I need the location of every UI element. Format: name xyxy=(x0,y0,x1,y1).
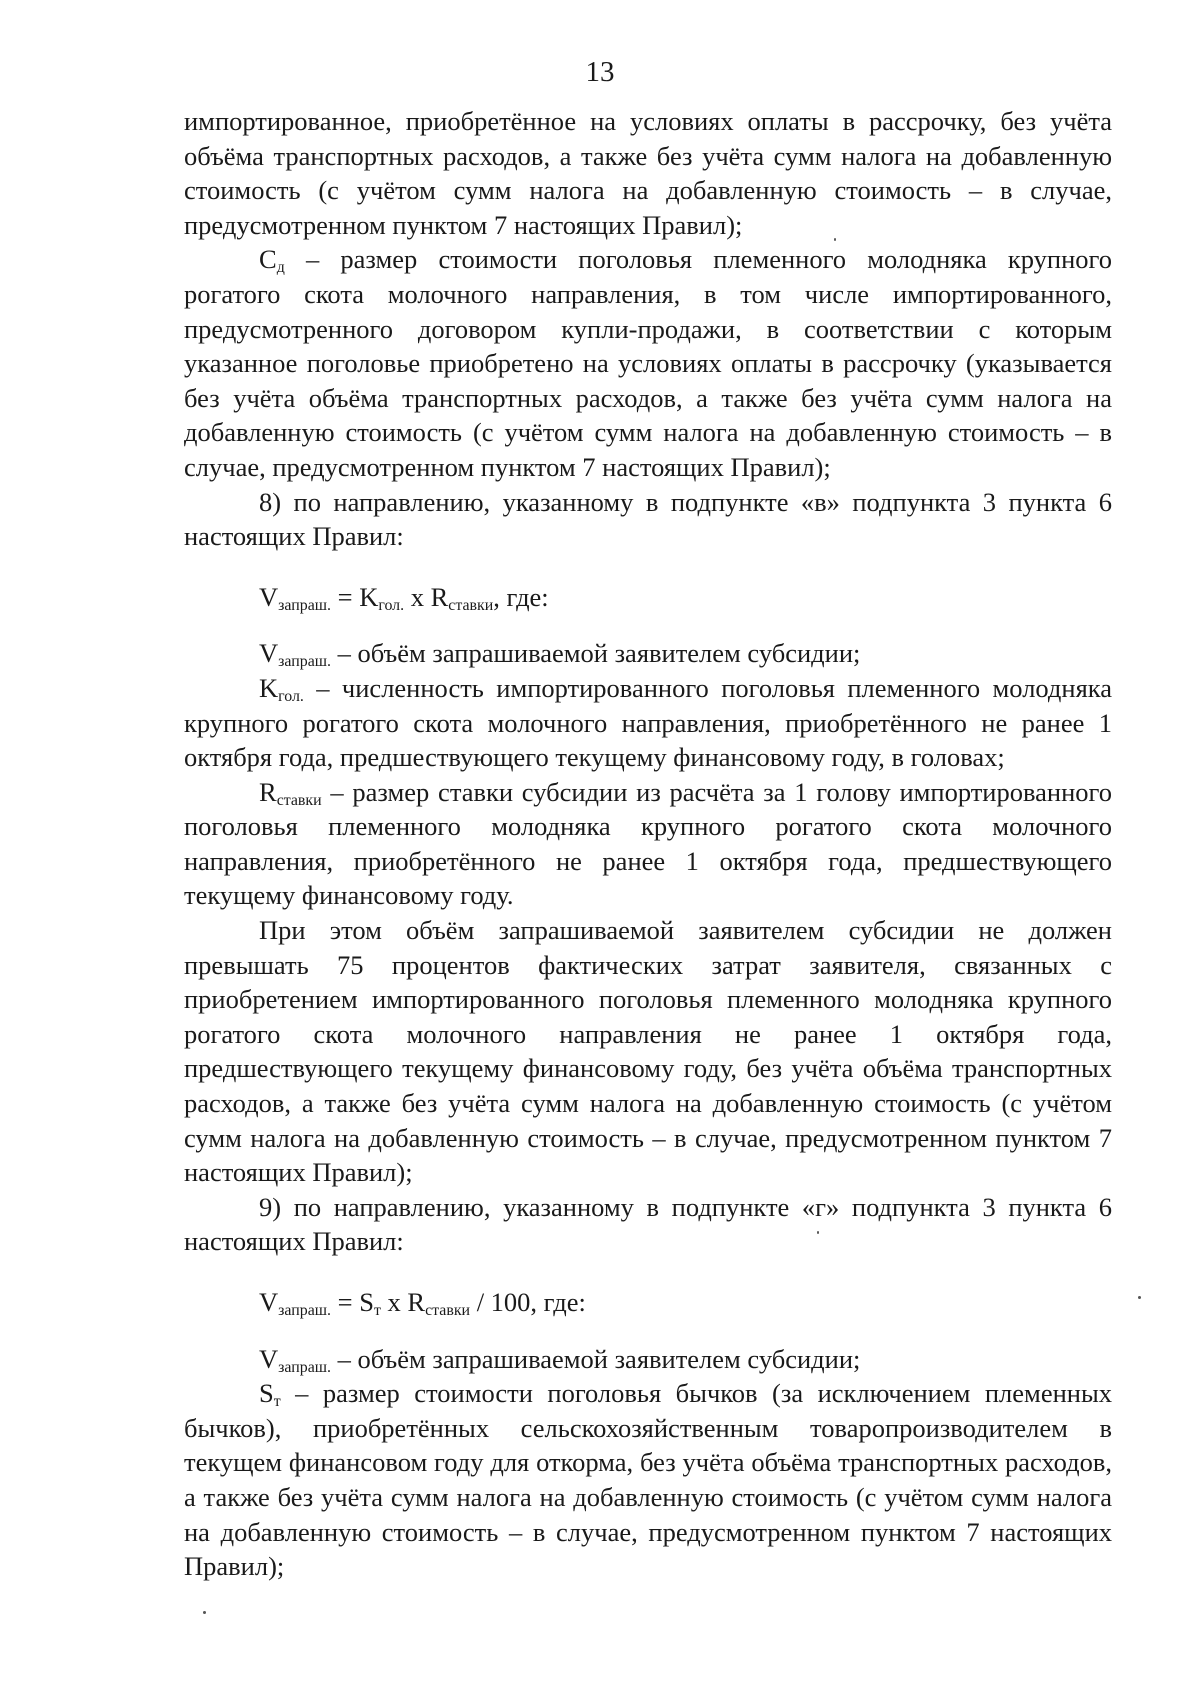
formula-s: S xyxy=(359,1287,374,1317)
paragraph-continuation: импортированное, приобретённое на условиях оплаты в рассрочку, без учёта объёма транспортных расходов, а также без учёта сумм налога на добавленную стоимость (с учётом сумм налога на добавленную стоимость – в случае, предусмотренном пунктом 7 настоящих Правил); xyxy=(184,106,1112,240)
scan-speck xyxy=(817,1231,819,1234)
formula-k: K xyxy=(359,581,379,612)
definition-text: – численность импортированного поголовья племенного молодняка крупного рогатого скота молочного направления, приобретённого не ранее 1 октября года, предшествующего текущему финансовому году, в головах; xyxy=(184,672,1112,773)
symbol-subscript: гол. xyxy=(278,687,304,705)
formula-1 xyxy=(184,580,1112,615)
definition-k xyxy=(184,671,1112,775)
formula-s-sub: т xyxy=(373,1301,381,1319)
formula-x: х xyxy=(380,1287,408,1317)
formula-tail: / 100, где: xyxy=(470,1287,586,1317)
definition-v-2 xyxy=(184,1342,1112,1377)
paragraph-limit: При этом объём запрашиваемой заявителем субсидии не должен превышать 75 процентов фактических затрат заявителя, связанных с приобретением импортированного поголовья племенного молодняка крупного рогатого скота молочного направления не ранее 1 октября года, предшествующего текущему финансовому году, без учёта объёма транспортных расходов, а также без учёта сумм налога на добавленную стоимость (с учётом сумм налога на добавленную стоимость – в случае, предусмотренном пунктом 7 настоящих Правил); xyxy=(184,915,1112,1188)
formula-k-sub: гол. xyxy=(378,596,405,614)
symbol: С xyxy=(259,244,277,275)
formula-eq: = xyxy=(330,581,360,612)
definition-v xyxy=(184,636,1112,671)
page-number: 13 xyxy=(585,56,615,88)
definition-r xyxy=(184,775,1112,913)
formula-v-sub: запраш. xyxy=(278,596,331,614)
formula-v: V xyxy=(259,581,279,612)
definition-cd xyxy=(184,242,1112,484)
scan-speck xyxy=(834,238,836,241)
symbol: S xyxy=(259,1378,274,1409)
definition-text: – размер стоимости поголовья племенного молодняка крупного рогатого скота молочного направления, в том числе импортированного, предусмотренного договором купли-продажи, в соответствии с которым указанное поголовье приобретено на условиях оплаты в рассрочку (указывается без учёта объёма транспортных расходов, а также без учёта сумм налога на добавленную стоимость (с учётом сумм налога на добавленную стоимость – в случае, предусмотренном пунктом 7 настоящих Правил); xyxy=(184,244,1112,482)
formula-2 xyxy=(184,1285,1112,1320)
formula-v: V xyxy=(259,1287,279,1317)
scan-speck xyxy=(203,1611,206,1614)
formula-r-sub: ставки xyxy=(448,596,494,614)
symbol-subscript: ставки xyxy=(276,791,322,809)
definition-text: – объём запрашиваемой заявителем субсидии; xyxy=(330,638,861,669)
symbol: V xyxy=(259,1343,279,1374)
document-body xyxy=(184,104,1112,1584)
paragraph-item-8: 8) по направлению, указанному в подпункте «в» подпункта 3 пункта 6 настоящих Правил: xyxy=(184,486,1112,552)
symbol-subscript: д xyxy=(276,259,285,277)
symbol-subscript: запраш. xyxy=(278,653,331,671)
formula-r: R xyxy=(407,1287,426,1317)
formula-r: R xyxy=(430,581,449,612)
scan-speck xyxy=(1138,1296,1141,1299)
paragraph-item-9: 9) по направлению, указанному в подпункте «г» подпункта 3 пункта 6 настоящих Правил: xyxy=(184,1191,1112,1257)
formula-eq: = xyxy=(330,1287,360,1317)
formula-x: х xyxy=(404,581,431,612)
symbol-subscript: запраш. xyxy=(278,1358,331,1376)
definition-text: – объём запрашиваемой заявителем субсидии; xyxy=(330,1343,861,1374)
symbol-subscript: т xyxy=(273,1393,281,1411)
symbol: K xyxy=(259,672,279,703)
formula-tail: , где: xyxy=(493,581,549,612)
symbol: V xyxy=(259,638,279,669)
definition-s xyxy=(184,1376,1112,1584)
symbol: R xyxy=(259,776,277,807)
definition-text: – размер ставки субсидии из расчёта за 1 голову импортированного поголовья племенного молодняка крупного рогатого скота молочного направления, приобретённого не ранее 1 октября года, предшествующего текущему финансовому году. xyxy=(184,776,1112,911)
formula-r-sub: ставки xyxy=(425,1301,471,1319)
definition-text: – размер стоимости поголовья бычков (за исключением племенных бычков), приобретённых сельскохозяйственным товаропроизводителем в текущем финансовом году для откорма, без учёта объёма транспортных расходов, а также без учёта сумм налога на добавленную стоимость (с учётом сумм налога на добавленную стоимость – в случае, предусмотренном пунктом 7 настоящих Правил); xyxy=(184,1378,1112,1582)
formula-v-sub: запраш. xyxy=(278,1301,331,1319)
